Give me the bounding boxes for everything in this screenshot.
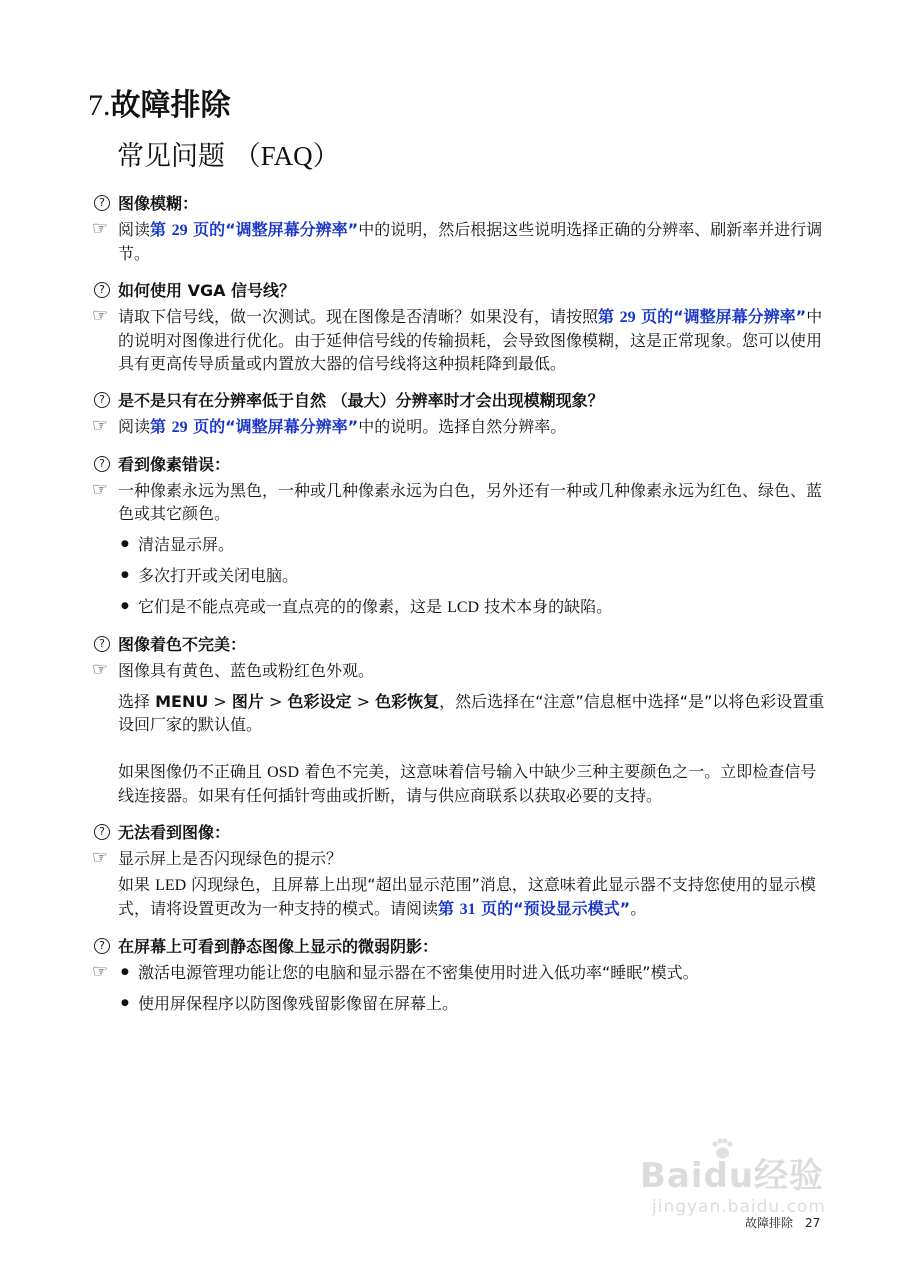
list-item: ● 使用屏保程序以防图像残留影像留在屏幕上。 bbox=[118, 992, 832, 1015]
chapter-title bbox=[88, 80, 231, 124]
faq-answer bbox=[92, 659, 832, 807]
answer-text: 一种像素永远为黑色，一种或几种像素永远为白色，另外还有一种或几种像素永远为红色、绿色、蓝色或其它颜色。 bbox=[118, 481, 823, 523]
page-reference-link[interactable]: 第 29 页的“调整屏幕分辨率” bbox=[150, 220, 359, 239]
answer-text: 阅读 bbox=[118, 220, 151, 239]
menu-path-item: 色彩恢复 bbox=[375, 692, 440, 711]
pointing-hand-icon: ☞ bbox=[92, 218, 109, 239]
question-text: 在屏幕上可看到静态图像上显示的微弱阴影： bbox=[118, 937, 439, 956]
answer-paragraph: 如果图像仍不正确且 OSD 着色不完美，这意味着信号输入中缺少三种主要颜色之一。立即检查信号线连接器。如果有任何插针弯曲或折断，请与供应商联系以获取必要的支持。 bbox=[118, 762, 817, 805]
list-item: ● 多次打开或关闭电脑。 bbox=[118, 564, 832, 587]
paw-logo-icon bbox=[710, 1138, 734, 1160]
pointing-hand-icon: ☞ bbox=[92, 305, 109, 326]
page-reference-link[interactable]: 第 29 页的“调整屏幕分辨率” bbox=[150, 417, 359, 436]
list-item: ● 清洁显示屏。 bbox=[118, 533, 832, 556]
subtitle-main: 常见问题 （ bbox=[117, 141, 261, 172]
answer-text: 阅读 bbox=[118, 417, 151, 436]
chapter-title-text: 故障排除 bbox=[110, 88, 231, 123]
faq-answer bbox=[92, 218, 832, 265]
faq-question bbox=[92, 279, 832, 302]
question-text: 图像模糊： bbox=[118, 194, 199, 213]
page-reference-link[interactable]: 第 29 页的“调整屏幕分辨率” bbox=[598, 307, 807, 326]
question-circle-icon: ? bbox=[94, 938, 110, 954]
menu-path-item: 色彩设定 bbox=[287, 692, 352, 711]
faq-question bbox=[92, 453, 832, 476]
pointing-hand-icon: ☞ bbox=[92, 479, 109, 500]
subtitle-close: ） bbox=[312, 141, 340, 172]
answer-text: 中的说明，然后根据这些说明选择正确的分辨率、刷新率并进行调节。 bbox=[118, 220, 823, 263]
footer-section: 故障排除 bbox=[745, 1216, 794, 1230]
faq-answer bbox=[92, 415, 832, 439]
list-item: ● 激活电源管理功能让您的电脑和显示器在不密集使用时进入低功率“睡眠”模式。 bbox=[118, 961, 832, 984]
answer-text: 请取下信号线，做一次测试。现在图像是否清晰？如果没有，请按照 bbox=[118, 307, 599, 326]
answer-text: 图像具有黄色、蓝色或粉红色外观。 bbox=[118, 661, 375, 680]
watermark-url: jingyan.baidu.com bbox=[652, 1197, 826, 1217]
question-circle-icon: ? bbox=[94, 195, 110, 211]
question-text: 是不是只有在分辨率低于自然 （最大）分辨率时才会出现模糊现象？ bbox=[118, 391, 604, 410]
pointing-hand-icon: ☞ bbox=[92, 415, 109, 436]
subtitle-faq: FAQ bbox=[260, 141, 313, 171]
question-text: 图像着色不完美： bbox=[118, 635, 247, 654]
faq-question bbox=[92, 192, 832, 215]
section-subtitle bbox=[117, 134, 340, 173]
faq-answer bbox=[92, 961, 832, 1015]
faq-question bbox=[92, 821, 832, 844]
answer-text: 显示屏上是否闪现绿色的提示？ bbox=[118, 849, 343, 868]
faq-question bbox=[92, 935, 832, 958]
faq-content bbox=[92, 192, 832, 1015]
faq-answer bbox=[92, 305, 832, 375]
question-text: 看到像素错误： bbox=[118, 455, 231, 474]
faq-answer bbox=[92, 479, 832, 619]
faq-question bbox=[92, 389, 832, 412]
pointing-hand-icon: ☞ bbox=[92, 659, 109, 680]
watermark bbox=[640, 1148, 826, 1217]
page-reference-link[interactable]: 第 31 页的“预设显示模式” bbox=[438, 899, 631, 918]
answer-paragraph: 如果 LED 闪现绿色，且屏幕上出现“超出显示范围”消息，这意味着此显示器不支持您使用的显示模式，请将设置更改为一种支持的模式。请阅读第 31 页的“预设显示模式”。 bbox=[118, 875, 816, 918]
watermark-brand: Baidu经验 bbox=[640, 1156, 825, 1196]
list-item: ● 它们是不能点亮或一直点亮的的像素，这是 LCD 技术本身的缺陷。 bbox=[118, 595, 832, 619]
chapter-number: 7. bbox=[88, 89, 111, 122]
faq-answer bbox=[92, 847, 832, 921]
answer-text: 中的说明对图像进行优化。由于延伸信号线的传输损耗，会导致图像模糊，这是正常现象。您可以使用具有更高传导质量或内置放大器的信号线将这种损耗降到最低。 bbox=[118, 307, 823, 373]
pointing-hand-icon: ☞ bbox=[92, 847, 109, 868]
menu-path-item: 图片 bbox=[231, 692, 264, 711]
answer-text: 中的说明。选择自然分辨率。 bbox=[358, 417, 567, 436]
menu-instruction: 选择 MENU > 图片 > 色彩设定 > 色彩恢复，然后选择在“注意”信息框中选择“是”以将色彩设置重设回厂家的默认值。 bbox=[118, 692, 825, 734]
page-number: 27 bbox=[805, 1216, 821, 1230]
faq-question bbox=[92, 633, 832, 656]
question-circle-icon: ? bbox=[94, 636, 110, 652]
question-text: 如何使用 VGA 信号线？ bbox=[118, 281, 296, 300]
pointing-hand-icon: ☞ bbox=[92, 961, 109, 982]
page-footer bbox=[745, 1214, 820, 1231]
menu-path-item: MENU bbox=[155, 692, 209, 711]
question-circle-icon: ? bbox=[94, 824, 110, 840]
question-text: 无法看到图像： bbox=[118, 823, 231, 842]
question-circle-icon: ? bbox=[94, 392, 110, 408]
question-circle-icon: ? bbox=[94, 282, 110, 298]
question-circle-icon: ? bbox=[94, 456, 110, 472]
